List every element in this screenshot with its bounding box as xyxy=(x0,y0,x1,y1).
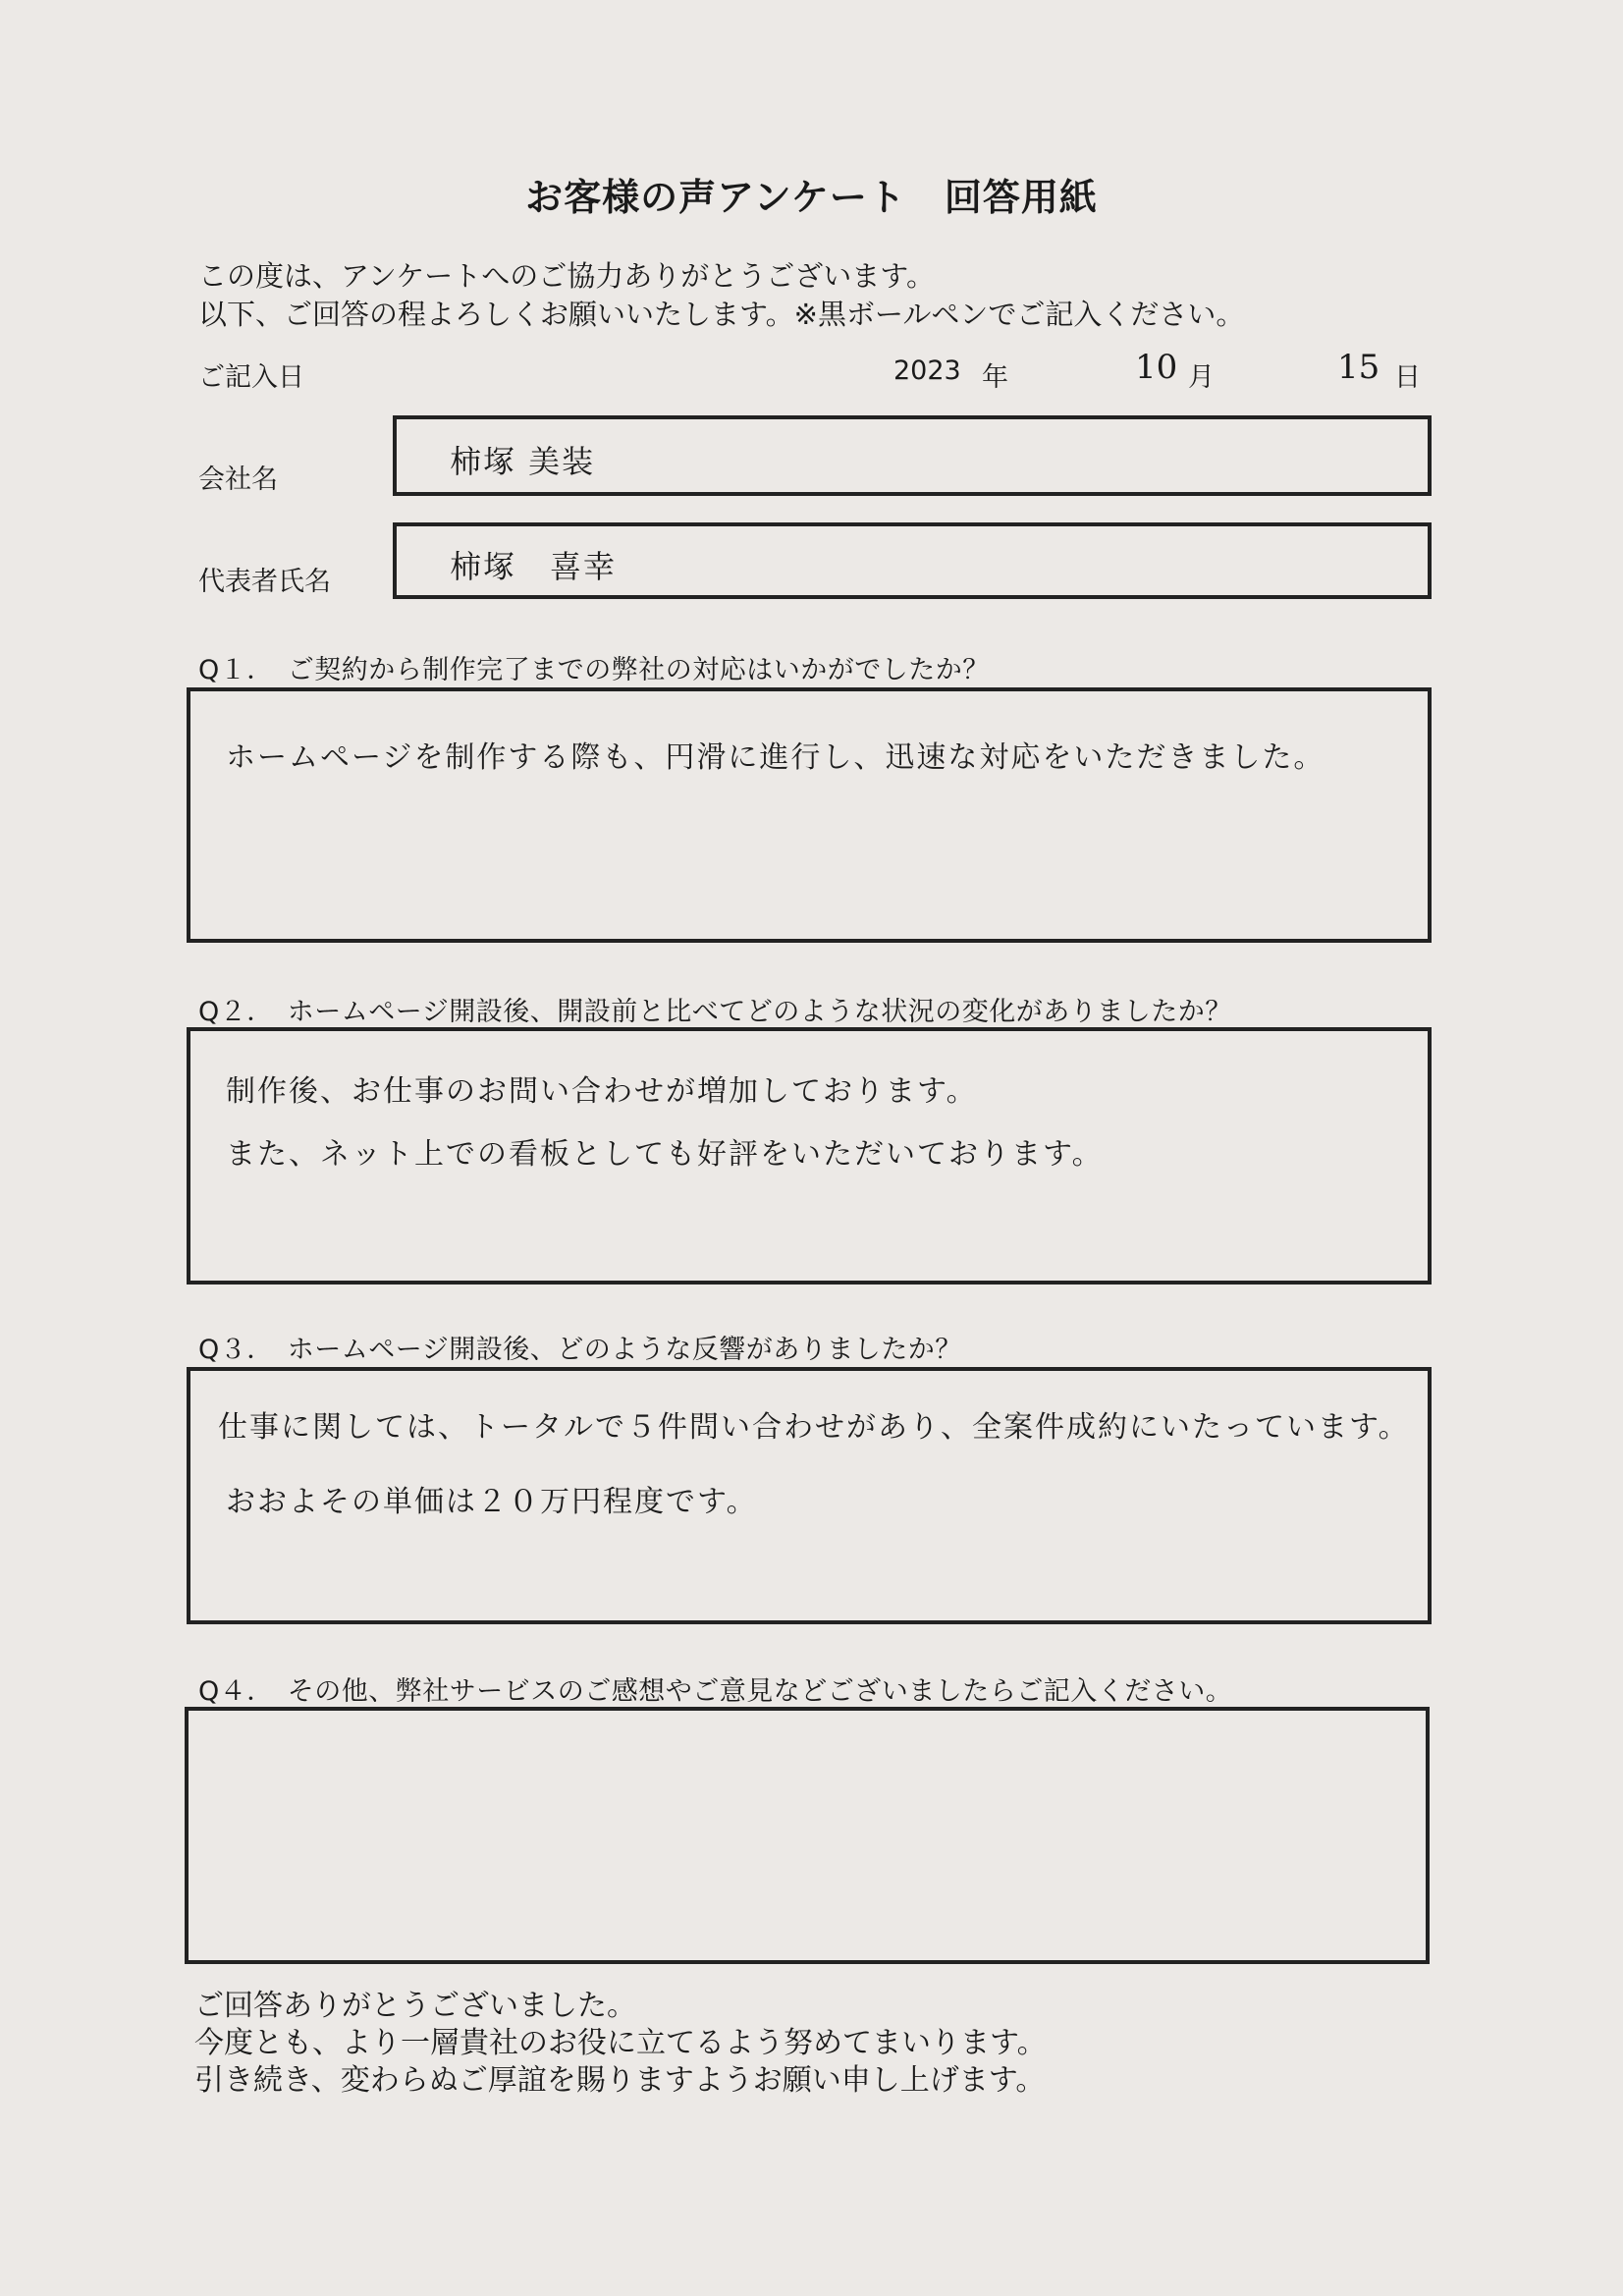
closing-line: 引き続き、変わらぬご厚誼を賜りますようお願い申し上げます。 xyxy=(194,2063,1046,2098)
question-3-answer-line: 仕事に関しては、トータルで５件問い合わせがあり、全案件成約にいたっています。 xyxy=(218,1410,1410,1445)
form-title: お客様の声アンケート 回答用紙 xyxy=(525,176,1098,219)
date-month-unit: 月 xyxy=(1188,362,1215,393)
closing-text xyxy=(194,1988,1047,2100)
closing-line: ご回答ありがとうございました。 xyxy=(194,1989,636,2023)
question-4-label: Q４． その他、弊社サービスのご感想やご意見などございましたらご記入ください。 xyxy=(198,1676,1233,1707)
date-day-value[interactable]: 15 xyxy=(1337,348,1380,387)
question-2-label: Q２． ホームページ開設後、開設前と比べてどのような状況の変化がありましたか？ xyxy=(198,997,1232,1027)
intro-line: 以下、ご回答の程よろしくお願いいたします。※黒ボールペンでご記入ください。 xyxy=(198,298,1245,331)
representative-field[interactable] xyxy=(393,522,1432,599)
date-year-unit: 年 xyxy=(982,362,1008,393)
question-1-label: Q１． ご契約から制作完了までの弊社の対応はいかがでしたか？ xyxy=(198,655,990,685)
intro-line: この度は、アンケートへのご協力ありがとうございます。 xyxy=(198,259,935,293)
date-month-value[interactable]: 10 xyxy=(1135,348,1178,387)
representative-value: 柿塚 喜幸 xyxy=(450,548,618,585)
date-year: 2023 xyxy=(893,355,961,386)
representative-label: 代表者氏名 xyxy=(198,567,331,597)
intro-text xyxy=(198,257,1244,334)
question-2-answer-line: 制作後、お仕事のお問い合わせが増加しております。 xyxy=(226,1074,978,1109)
question-4-answer-box[interactable] xyxy=(185,1707,1430,1964)
question-3-label: Q３． ホームページ開設後、どのような反響がありましたか？ xyxy=(198,1335,962,1365)
question-1-answer-box[interactable] xyxy=(187,687,1432,943)
closing-line: 今度とも、より一層貴社のお役に立てるよう努めてまいります。 xyxy=(194,2026,1047,2060)
company-label: 会社名 xyxy=(198,465,278,495)
company-value: 柿塚 美装 xyxy=(450,443,596,480)
question-2-answer-box[interactable] xyxy=(187,1027,1432,1285)
date-label: ご記入日 xyxy=(198,362,304,393)
company-field[interactable] xyxy=(393,415,1432,496)
question-3-answer-line: おおよその単価は２０万円程度です。 xyxy=(226,1485,758,1519)
question-3-answer-box[interactable] xyxy=(187,1367,1432,1624)
date-day-unit: 日 xyxy=(1394,362,1421,393)
question-1-answer-line: ホームページを制作する際も、円滑に進行し、迅速な対応をいただきました。 xyxy=(226,740,1325,775)
question-2-answer-line: また、ネット上での看板としても好評をいただいております。 xyxy=(226,1137,1104,1172)
